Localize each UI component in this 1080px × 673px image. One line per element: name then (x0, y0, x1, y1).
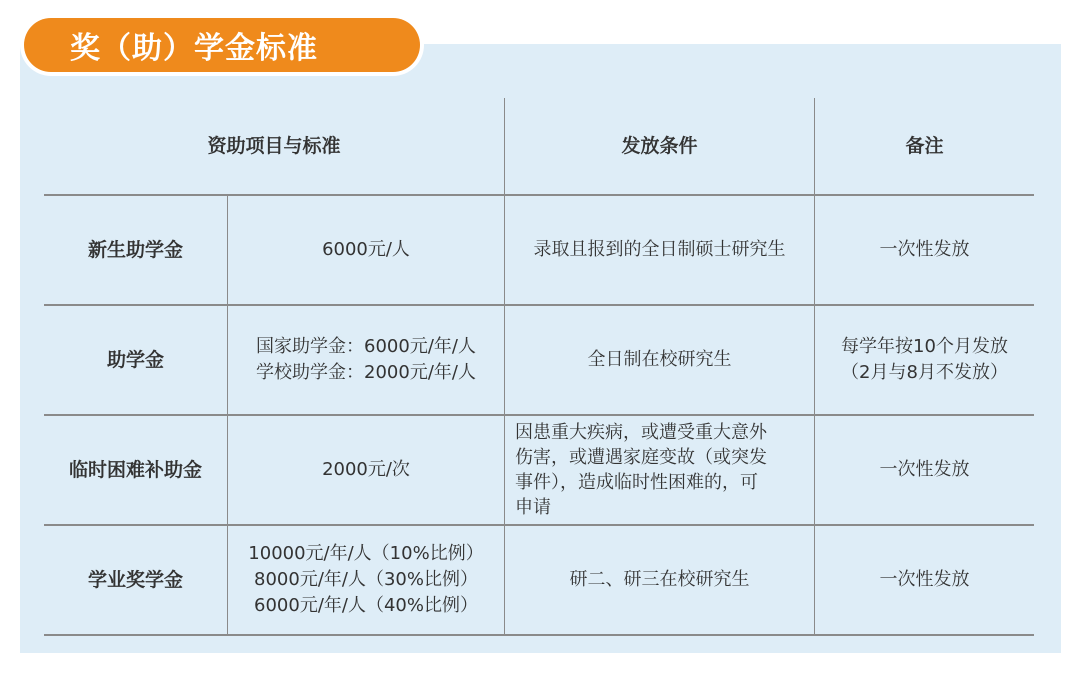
table-row (44, 196, 1034, 306)
standard-line: 国家助学金：6000元/年/人 (256, 336, 476, 357)
row-standard (228, 526, 505, 634)
row-name: 新生助学金 (44, 196, 228, 304)
condition-line: 研二、研三在校研究生 (569, 569, 750, 590)
condition-line: 全日制在校研究生 (587, 349, 732, 370)
standard-line: 10000元/年/人（10%比例） (248, 543, 484, 564)
scholarship-table (44, 98, 1034, 636)
standard-line: 6000元/人 (322, 239, 410, 260)
row-name: 学业奖学金 (44, 526, 228, 634)
row-note (815, 526, 1034, 634)
row-condition (505, 416, 815, 524)
title-badge (24, 18, 420, 72)
standard-line: 学校助学金：2000元/年/人 (256, 362, 476, 383)
condition-line: 因患重大疾病，或遭受重大意外 (515, 422, 767, 443)
row-name: 助学金 (44, 306, 228, 414)
note-line: 一次性发放 (879, 239, 970, 260)
condition-line: 申请 (515, 497, 551, 518)
table-header-row (44, 98, 1034, 196)
table-row (44, 416, 1034, 526)
note-line: 每学年按10个月发放 (841, 336, 1008, 357)
condition-line: 事件），造成临时性困难的，可 (515, 472, 758, 493)
row-standard (228, 196, 505, 304)
row-name: 临时困难补助金 (44, 416, 228, 524)
row-standard (228, 306, 505, 414)
title-tab (20, 14, 424, 76)
table-row (44, 526, 1034, 636)
standard-line: 8000元/年/人（30%比例） (254, 569, 478, 590)
page-title: 奖（助）学金标准 (70, 31, 318, 66)
header-condition: 发放条件 (505, 98, 815, 194)
row-standard (228, 416, 505, 524)
row-note (815, 306, 1034, 414)
standard-line: 6000元/年/人（40%比例） (254, 595, 478, 616)
condition-line: 录取且报到的全日制硕士研究生 (533, 239, 786, 260)
condition-line: 伤害，或遭遇家庭变故（或突发 (515, 447, 767, 468)
header-standard: 资助项目与标准 (44, 98, 505, 194)
note-line: 一次性发放 (879, 569, 970, 590)
table-row (44, 306, 1034, 416)
row-note (815, 416, 1034, 524)
note-line: （2月与8月不发放） (841, 362, 1008, 383)
standard-line: 2000元/次 (322, 459, 410, 480)
row-note (815, 196, 1034, 304)
header-note: 备注 (905, 135, 944, 157)
row-condition (505, 306, 815, 414)
note-line: 一次性发放 (879, 459, 970, 480)
row-condition (505, 196, 815, 304)
row-condition (505, 526, 815, 634)
